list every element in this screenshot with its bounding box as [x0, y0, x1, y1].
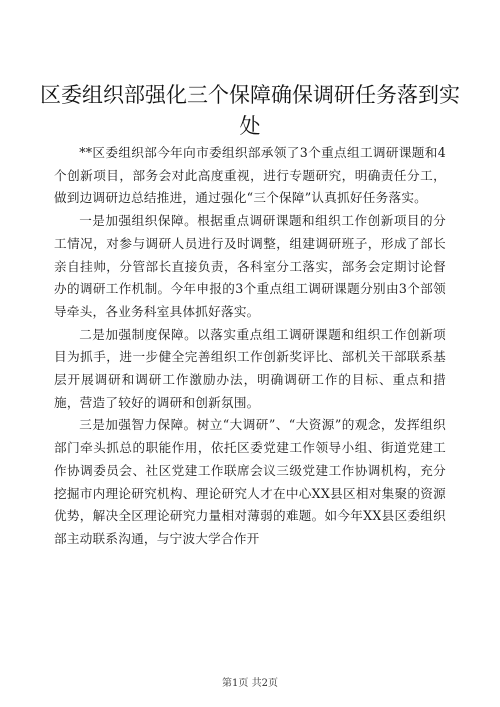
document-body [54, 142, 446, 551]
paragraph-organization-guarantee: 一是加强组织保障。根据重点调研课题和组织工作创新项目的分工情况，对参与调研人员进行及时调整，组建调研班子，形成了部长亲自挂帅，分管部长直接负责，各科室分工落实，部务会定期讨论督办的调研工作机制。今年申报的3个重点组工调研课题分别由3个部领导牵头，各业务科室具体抓好落实。 [54, 213, 446, 319]
document-title: 区委组织部强化三个保障确保调研任务落到实处 [40, 83, 460, 138]
paragraph-intro: **区委组织部今年向市委组织部承领了3个重点组工调研课题和4个创新项目，部务会对此高度重视，进行专题研究，明确责任分工，做到边调研边总结推进，通过强化“三个保障”认真抓好任务落实。 [54, 145, 446, 206]
paragraph-intellectual-guarantee: 三是加强智力保障。树立“大调研”、“大资源”的观念，发挥组织部门牵头抓总的职能作用，依托区委党建工作领导小组、街道党建工作协调委员会、社区党建工作联席会议三级党建工作协调机构，充分挖掘市内理论研究机构、理论研究人才在中心XX县区相对集聚的资源优势，解决全区理论研究力量相对薄弱的难题。如今年XX县区委组织部主动联系沟通，与宁波大学合作开 [54, 417, 446, 546]
paragraph-system-guarantee: 二是加强制度保障。以落实重点组工调研课题和组织工作创新项目为抓手，进一步健全完善组织工作创新奖评比、部机关干部联系基层开展调研和调研工作激励办法，明确调研工作的目标、重点和措施，营造了较好的调研和创新氛围。 [54, 326, 446, 410]
page-number: 第1页 共2页 [222, 678, 278, 689]
